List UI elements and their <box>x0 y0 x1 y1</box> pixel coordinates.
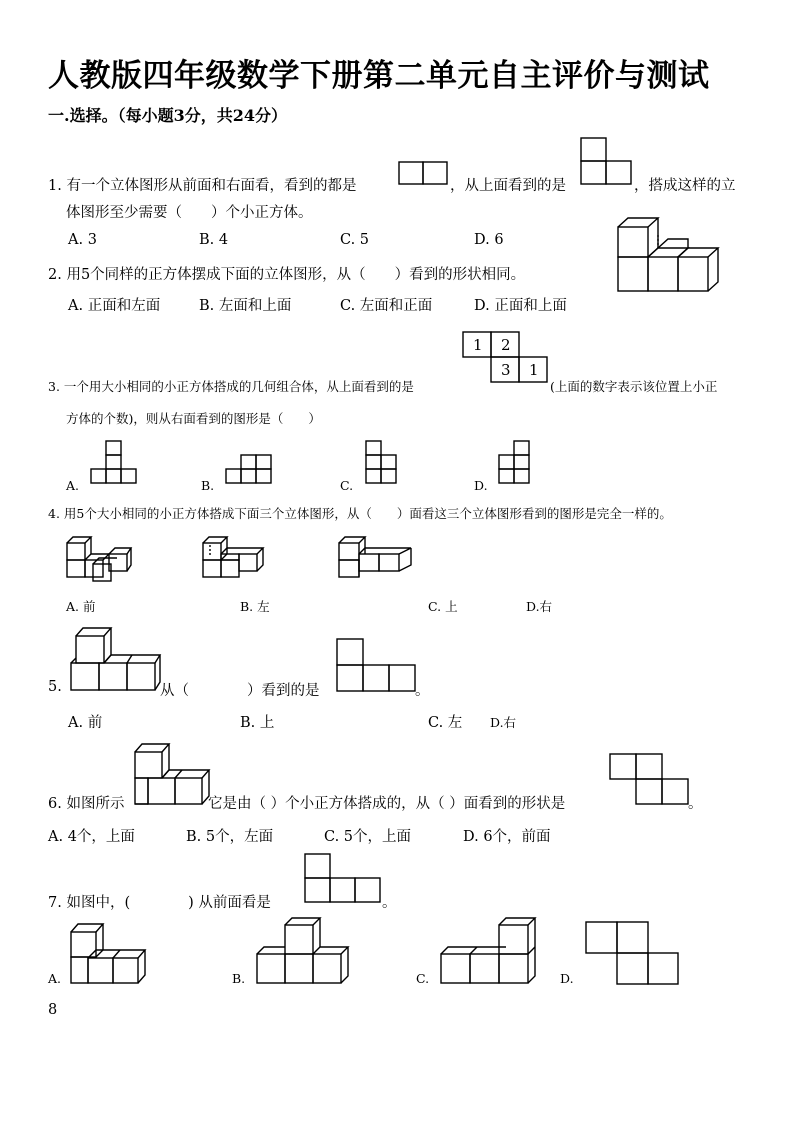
q4-option-b[interactable]: B. 左 <box>240 599 270 614</box>
q1-option-d[interactable]: D. 6 <box>474 232 504 248</box>
q7-period: 。 <box>382 895 397 911</box>
q1-text-part2: ，从上面看到的是 <box>450 178 566 194</box>
q1-option-b[interactable]: B. 4 <box>199 232 229 248</box>
page-title: 人教版四年级数学下册第二单元自主评价与测试 <box>48 58 710 94</box>
q3-option-d-figure[interactable] <box>498 440 530 486</box>
q3-option-a-figure[interactable] <box>91 440 137 486</box>
q5-option-b[interactable]: B. 上 <box>240 715 275 731</box>
q1-text-part3: ，搭成这样的立 <box>634 178 736 194</box>
q3-option-b-figure[interactable] <box>226 454 272 486</box>
section-heading: 一.选择。（每小题3分，共24分） <box>48 106 287 125</box>
q3-option-c-figure[interactable] <box>365 440 397 486</box>
q3-text-part1: 3. 一个用大小相同的小正方体搭成的几何组合体，从上面看到的是 <box>48 379 414 394</box>
q6-text-part2: 它是由（ ）个小正方体搭成的，从（ ）面看到的形状是 <box>208 796 566 812</box>
q1-text-line2: 体图形至少需要（ ）个小正方体。 <box>66 205 313 221</box>
q4-option-a[interactable]: A. 前 <box>66 599 96 614</box>
q5-from-text: 从（ ）看到的是 <box>160 683 320 699</box>
q7-option-b[interactable]: B. <box>232 971 246 986</box>
q4-figure-3 <box>338 533 414 581</box>
q6-view-figure <box>609 753 689 805</box>
q2-option-b[interactable]: B. 左面和上面 <box>199 298 292 314</box>
q4-option-c[interactable]: C. 上 <box>428 599 458 614</box>
q7-option-d[interactable]: D. <box>560 971 574 986</box>
q3-grid-number-4: 1 <box>529 361 539 379</box>
q6-text-part1: 6. 如图所示 <box>48 796 125 812</box>
q3-grid-number-2: 2 <box>501 336 511 354</box>
q5-period: 。 <box>415 683 430 699</box>
q3-option-d[interactable]: D. <box>474 478 488 493</box>
q3-option-b[interactable]: B. <box>201 478 215 493</box>
q7-option-b-figure[interactable] <box>256 916 352 986</box>
q6-option-c[interactable]: C. 5个，上面 <box>324 829 412 845</box>
q1-text-part1: 1. 有一个立体图形从前面和右面看，看到的都是 <box>48 178 357 194</box>
q7-option-a-figure[interactable] <box>70 918 148 986</box>
q5-number: 5. <box>48 679 62 695</box>
q5-cube-structure-figure <box>70 626 162 692</box>
q3-text-line2: 方体的个数)，则从右面看到的图形是（ ） <box>66 411 321 426</box>
q7-option-d-figure[interactable] <box>585 921 679 985</box>
q3-top-view-number-grid <box>462 331 548 385</box>
q2-text: 2. 用5个同样的正方体摆成下面的立体图形，从（ ）看到的形状相同。 <box>48 267 526 283</box>
q2-option-a[interactable]: A. 正面和左面 <box>68 298 161 314</box>
q1-option-c[interactable]: C. 5 <box>340 232 370 248</box>
q7-front-view-figure <box>304 853 382 903</box>
q6-option-b[interactable]: B. 5个，左面 <box>186 829 274 845</box>
q1-option-a[interactable]: A. 3 <box>68 232 97 248</box>
q3-option-a[interactable]: A. <box>66 478 80 493</box>
q1-front-view-figure <box>398 161 448 185</box>
q1-top-view-figure <box>580 137 632 185</box>
q3-grid-number-1: 1 <box>473 336 483 354</box>
q2-option-c[interactable]: C. 左面和正面 <box>340 298 433 314</box>
q7-option-c-figure[interactable] <box>440 916 538 986</box>
q7-option-c[interactable]: C. <box>416 971 430 986</box>
q5-option-c[interactable]: C. 左 <box>428 715 463 731</box>
q3-text-part2: (上面的数字表示该位置上小正 <box>550 379 718 394</box>
q4-figure-1 <box>66 533 132 581</box>
q5-option-d[interactable]: D.右 <box>490 715 517 730</box>
q4-figure-2 <box>202 533 268 581</box>
q5-view-figure <box>336 638 416 692</box>
q2-cube-structure-figure <box>617 217 727 295</box>
q6-cube-structure-figure <box>134 740 212 808</box>
q7-option-a[interactable]: A. <box>48 971 62 986</box>
page-number: 8 <box>48 1002 58 1018</box>
q3-grid-number-3: 3 <box>501 361 511 379</box>
q4-option-d[interactable]: D.右 <box>526 599 553 614</box>
q4-text: 4. 用5个大小相同的小正方体搭成下面三个立体图形，从（ ）面看这三个立体图形看到的图形是完全一样的。 <box>48 506 672 521</box>
q7-text: 7. 如图中，( ) 从前面看是 <box>48 895 271 911</box>
q6-period: 。 <box>688 796 703 812</box>
q6-option-d[interactable]: D. 6个，前面 <box>463 829 551 845</box>
q3-option-c[interactable]: C. <box>340 478 354 493</box>
q2-option-d[interactable]: D. 正面和上面 <box>474 298 567 314</box>
q6-option-a[interactable]: A. 4个，上面 <box>48 829 135 845</box>
q5-option-a[interactable]: A. 前 <box>68 715 103 731</box>
